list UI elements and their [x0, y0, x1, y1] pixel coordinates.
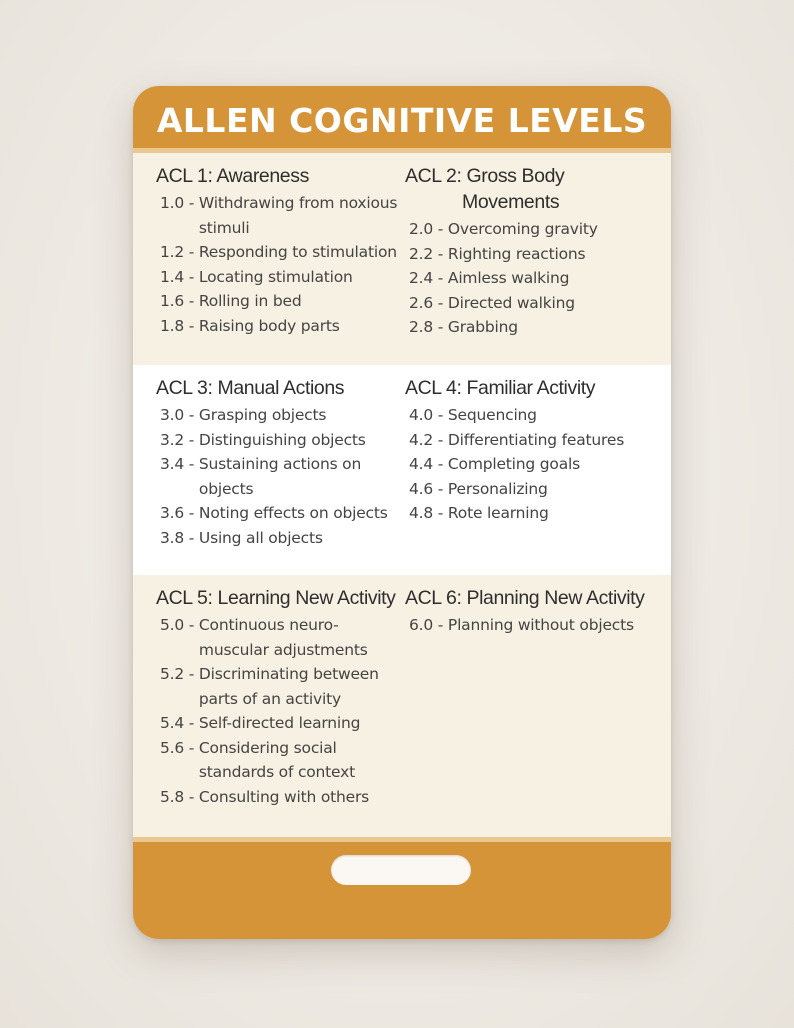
item-separator: -	[184, 616, 199, 634]
item-code: 3.6	[160, 504, 185, 522]
list-item	[156, 501, 406, 526]
item-separator: -	[184, 430, 199, 449]
item-label: Continuous neuro-muscular adjustments	[198, 616, 368, 659]
item-code: 3.0	[160, 406, 185, 424]
list-item	[156, 289, 406, 314]
section-title-line-2: Movements	[462, 191, 560, 213]
list-item	[156, 265, 406, 290]
item-label: Directed walking	[447, 293, 575, 312]
section-title	[405, 163, 667, 215]
card-header	[133, 86, 671, 148]
list-item	[405, 403, 667, 428]
section-title: ACL 1: Awareness	[156, 165, 309, 187]
item-separator: -	[184, 665, 199, 683]
item-label: Consulting with others	[198, 787, 370, 806]
list-item	[405, 217, 667, 242]
list-item	[156, 613, 406, 662]
item-code: 1.6	[160, 292, 185, 310]
item-label: Sustaining actions on objects	[198, 455, 362, 498]
list-item	[156, 526, 406, 551]
list-item	[405, 315, 667, 340]
item-code: 5.4	[160, 714, 185, 732]
item-label: Raising body parts	[198, 316, 340, 335]
section-acl-3	[156, 375, 406, 550]
list-item	[405, 613, 667, 638]
item-label: Grasping objects	[198, 406, 327, 424]
item-separator: -	[433, 220, 448, 238]
list-item	[405, 428, 667, 453]
section-title: ACL 3: Manual Actions	[156, 377, 345, 399]
item-separator: -	[184, 292, 199, 310]
item-code: 3.2	[160, 430, 185, 449]
badge-card	[133, 86, 671, 939]
item-code: 2.8	[409, 318, 434, 336]
item-label: Rolling in bed	[198, 292, 302, 310]
item-separator: -	[184, 714, 199, 732]
item-code: 5.0	[160, 616, 185, 634]
band-levels-5-6	[133, 575, 671, 837]
item-separator: -	[184, 243, 199, 261]
list-item	[156, 736, 406, 785]
item-separator: -	[184, 528, 199, 547]
list-item	[405, 242, 667, 267]
item-code: 5.6	[160, 738, 185, 757]
list-item	[405, 501, 667, 526]
item-separator: -	[184, 504, 199, 522]
list-item	[156, 403, 406, 428]
list-item	[405, 266, 667, 291]
item-separator: -	[433, 244, 448, 263]
item-label: Discriminating between parts of an activity	[198, 665, 379, 708]
item-label: Righting reactions	[447, 244, 586, 263]
item-label: Noting effects on objects	[198, 504, 388, 522]
band-levels-3-4	[133, 365, 671, 575]
item-separator: -	[184, 194, 199, 212]
item-separator: -	[433, 269, 448, 287]
item-label: Completing goals	[447, 455, 580, 473]
list-item	[156, 785, 406, 810]
item-code: 2.0	[409, 220, 434, 238]
item-separator: -	[184, 455, 199, 473]
item-label: Grabbing	[447, 318, 518, 336]
item-label: Self-directed learning	[198, 714, 361, 732]
item-code: 3.4	[160, 455, 185, 473]
item-code: 4.4	[409, 455, 434, 473]
item-code: 2.6	[409, 293, 434, 312]
card-footer	[133, 842, 671, 939]
item-label: Rote learning	[447, 504, 549, 522]
item-label: Distinguishing objects	[198, 430, 366, 449]
list-item	[156, 711, 406, 736]
item-label: Sequencing	[447, 406, 537, 424]
item-separator: -	[433, 455, 448, 473]
list-item	[405, 477, 667, 502]
item-label: Locating stimulation	[198, 267, 353, 286]
item-separator: -	[433, 318, 448, 336]
item-code: 1.2	[160, 243, 185, 261]
item-code: 2.4	[409, 269, 434, 287]
item-code: 2.2	[409, 244, 434, 263]
item-separator: -	[433, 406, 448, 424]
item-code: 1.8	[160, 316, 185, 335]
item-code: 4.8	[409, 504, 434, 522]
item-label: Aimless walking	[447, 269, 570, 287]
section-acl-1	[156, 163, 406, 338]
item-code: 1.0	[160, 194, 185, 212]
section-title: ACL 5: Learning New Activity	[156, 587, 396, 609]
item-label: Using all objects	[198, 528, 323, 547]
band-levels-1-2	[133, 153, 671, 365]
section-title-line-1: ACL 2: Gross Body	[405, 165, 565, 187]
item-label: Overcoming gravity	[447, 220, 598, 238]
item-code: 5.2	[160, 665, 185, 683]
item-separator: -	[433, 293, 448, 312]
item-separator: -	[184, 406, 199, 424]
item-separator: -	[184, 316, 199, 335]
section-acl-6	[405, 585, 667, 638]
item-code: 5.8	[160, 787, 185, 806]
section-title: ACL 4: Familiar Activity	[405, 377, 596, 399]
item-separator: -	[184, 787, 199, 806]
item-label: Differentiating features	[447, 430, 625, 449]
item-code: 4.6	[409, 479, 434, 498]
item-label: Considering social standards of context	[198, 738, 355, 781]
item-label: Personalizing	[447, 479, 548, 498]
list-item	[405, 452, 667, 477]
list-item	[405, 291, 667, 316]
item-label: Withdrawing from noxious stimuli	[198, 194, 398, 237]
item-code: 3.8	[160, 528, 185, 547]
item-code: 4.2	[409, 430, 434, 449]
card-title: ALLEN COGNITIVE LEVELS	[156, 100, 648, 140]
list-item	[156, 452, 406, 501]
list-item	[156, 662, 406, 711]
section-acl-2	[405, 163, 667, 340]
item-label: Responding to stimulation	[198, 243, 397, 261]
item-code: 1.4	[160, 267, 185, 286]
section-acl-5	[156, 585, 406, 809]
item-separator: -	[184, 267, 199, 286]
lanyard-slot	[331, 855, 471, 885]
item-separator: -	[184, 738, 199, 757]
list-item	[156, 191, 406, 240]
list-item	[156, 314, 406, 339]
item-code: 4.0	[409, 406, 434, 424]
item-code: 6.0	[409, 616, 434, 634]
section-title: ACL 6: Planning New Activity	[405, 587, 645, 609]
list-item	[156, 428, 406, 453]
item-label: Planning without objects	[447, 616, 634, 634]
item-separator: -	[433, 430, 448, 449]
item-separator: -	[433, 479, 448, 498]
item-separator: -	[433, 504, 448, 522]
section-acl-4	[405, 375, 667, 526]
item-separator: -	[433, 616, 448, 634]
list-item	[156, 240, 406, 265]
